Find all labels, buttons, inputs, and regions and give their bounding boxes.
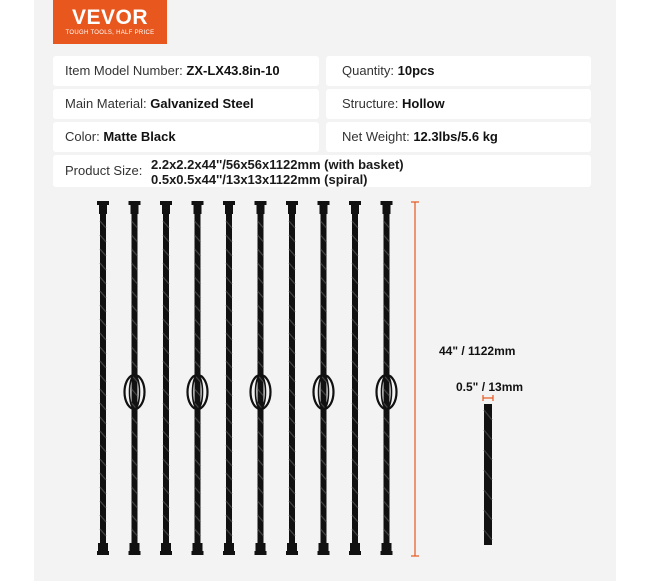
spec-value: Galvanized Steel <box>150 96 254 111</box>
baluster-with-basket <box>251 201 271 555</box>
spec-value-spiral: 0.5x0.5x44''/13x13x1122mm (spiral) <box>151 172 368 187</box>
spec-value: Matte Black <box>103 129 176 144</box>
spec-label: Product Size: <box>65 163 143 178</box>
spec-label: Structure: <box>342 96 399 111</box>
spec-label: Main Material: <box>65 96 147 111</box>
baluster-with-basket <box>125 201 145 555</box>
baluster-set <box>97 201 397 555</box>
baluster-with-basket <box>314 201 334 555</box>
baluster-spiral <box>286 201 298 555</box>
spec-label: Quantity: <box>342 63 395 78</box>
width-dimension-marker <box>483 395 493 401</box>
baluster-spiral <box>97 201 109 555</box>
spec-label: Item Model Number: <box>65 63 183 78</box>
height-dimension-marker <box>411 202 419 556</box>
spec-value: 10pcs <box>397 63 435 78</box>
spec-value: 12.3lbs/5.6 kg <box>413 129 498 144</box>
spec-label: Net Weight: <box>342 129 410 144</box>
spec-value-basket: 2.2x2.2x44''/56x56x1122mm (with basket) <box>151 157 404 172</box>
baluster-spiral <box>349 201 361 555</box>
baluster-spiral <box>160 201 172 555</box>
spec-value: Hollow <box>401 96 445 111</box>
baluster-spiral <box>223 201 235 555</box>
spiral-detail-bar <box>484 404 492 545</box>
spec-label: Color: <box>65 129 100 144</box>
baluster-with-basket <box>188 201 208 555</box>
height-dimension-label: 44" / 1122mm <box>439 344 516 358</box>
spec-value: ZX-LX43.8in-10 <box>186 63 280 78</box>
width-dimension-label: 0.5" / 13mm <box>456 380 524 394</box>
logo-tagline: TOUGH TOOLS, HALF PRICE <box>65 30 155 36</box>
baluster-with-basket <box>377 201 397 555</box>
logo-wordmark: VEVOR <box>71 6 149 29</box>
